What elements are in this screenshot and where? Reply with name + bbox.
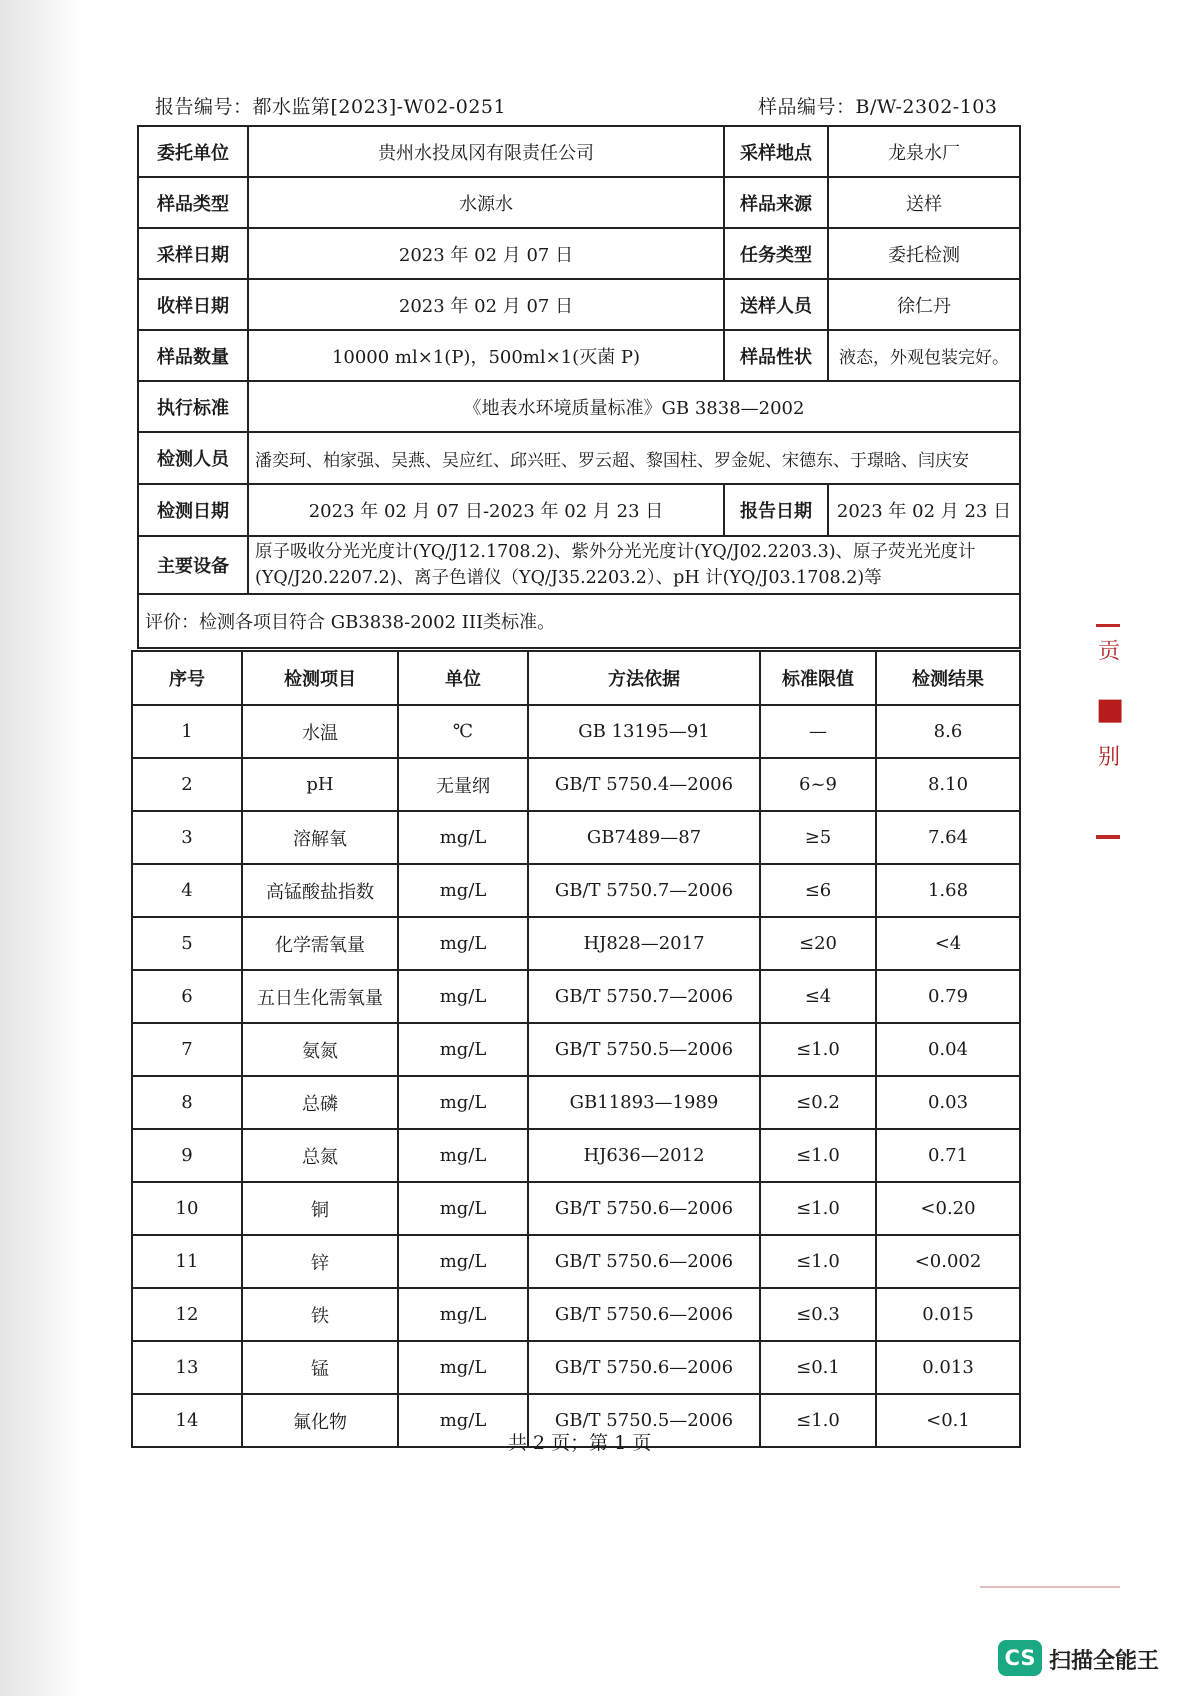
header-unit: 单位	[398, 651, 528, 705]
cell-item: 氨氮	[242, 1023, 398, 1076]
cell-result: 0.79	[876, 970, 1020, 1023]
receipt-date-value: 2023 年 02 月 07 日	[248, 279, 724, 330]
cell-item: 溶解氧	[242, 811, 398, 864]
quantity-label: 样品数量	[138, 330, 248, 381]
standard-value: 《地表水环境质量标准》GB 3838—2002	[248, 381, 1020, 432]
cell-seq: 2	[132, 758, 242, 811]
cell-limit: ≤0.1	[760, 1341, 876, 1394]
cell-method: GB/T 5750.7—2006	[528, 864, 760, 917]
cell-limit: —	[760, 705, 876, 758]
cell-result: <0.20	[876, 1182, 1020, 1235]
table-row	[132, 1182, 1020, 1235]
sampling-date-label: 采样日期	[138, 228, 248, 279]
cell-limit: ≤1.0	[760, 1023, 876, 1076]
cell-limit: ≤20	[760, 917, 876, 970]
report-date-value: 2023 年 02 月 23 日	[828, 484, 1020, 536]
cell-unit: mg/L	[398, 1076, 528, 1129]
cell-unit: mg/L	[398, 1341, 528, 1394]
camscanner-name: 扫描全能王	[1049, 1649, 1160, 1674]
table-row	[132, 1023, 1020, 1076]
results-table	[131, 650, 1021, 1448]
sampling-date-value: 2023 年 02 月 07 日	[248, 228, 724, 279]
header-item: 检测项目	[242, 651, 398, 705]
cell-result: 0.013	[876, 1341, 1020, 1394]
receipt-date-label: 收样日期	[138, 279, 248, 330]
cell-item: 氟化物	[242, 1394, 398, 1447]
site-value: 龙泉水厂	[828, 126, 1020, 177]
cell-seq: 9	[132, 1129, 242, 1182]
cell-method: GB/T 5750.5—2006	[528, 1394, 760, 1447]
cell-unit: mg/L	[398, 917, 528, 970]
table-row	[132, 811, 1020, 864]
test-date-value: 2023 年 02 月 07 日-2023 年 02 月 23 日	[248, 484, 724, 536]
cell-method: GB/T 5750.6—2006	[528, 1182, 760, 1235]
table-row	[132, 970, 1020, 1023]
cell-method: GB 13195—91	[528, 705, 760, 758]
cell-limit: ≤1.0	[760, 1129, 876, 1182]
cell-seq: 11	[132, 1235, 242, 1288]
cell-result: 8.6	[876, 705, 1020, 758]
cell-result: <0.1	[876, 1394, 1020, 1447]
cell-unit: mg/L	[398, 1023, 528, 1076]
red-stamp: 贡 ■ 别	[1096, 628, 1122, 838]
sample-number: 样品编号：B/W-2302-103	[758, 96, 998, 118]
page-indicator: 共 2 页；第 1 页	[508, 1432, 652, 1454]
cell-unit: mg/L	[398, 1129, 528, 1182]
quantity-value: 10000 ml×1(P)，500ml×1(灭菌 P)	[248, 330, 724, 381]
cell-seq: 12	[132, 1288, 242, 1341]
scan-shadow	[0, 0, 80, 1696]
cell-method: GB/T 5750.6—2006	[528, 1341, 760, 1394]
cell-item: 铜	[242, 1182, 398, 1235]
standard-label: 执行标准	[138, 381, 248, 432]
cell-unit: 无量纲	[398, 758, 528, 811]
test-date-label: 检测日期	[138, 484, 248, 536]
type-label: 样品类型	[138, 177, 248, 228]
cell-unit: ℃	[398, 705, 528, 758]
cell-item: 总氮	[242, 1129, 398, 1182]
cell-item: 五日生化需氧量	[242, 970, 398, 1023]
cell-method: GB/T 5750.4—2006	[528, 758, 760, 811]
cell-seq: 14	[132, 1394, 242, 1447]
cell-limit: ≤1.0	[760, 1394, 876, 1447]
table-row	[132, 1129, 1020, 1182]
stamp-bar	[1096, 835, 1120, 839]
cell-result: 1.68	[876, 864, 1020, 917]
header-method: 方法依据	[528, 651, 760, 705]
condition-value: 液态，外观包装完好。	[828, 330, 1020, 381]
cell-seq: 7	[132, 1023, 242, 1076]
cell-seq: 1	[132, 705, 242, 758]
condition-label: 样品性状	[724, 330, 828, 381]
cell-limit: ≤0.3	[760, 1288, 876, 1341]
evaluation: 评价：检测各项目符合 GB3838-2002 III类标准。	[138, 594, 1020, 648]
cell-result: 0.71	[876, 1129, 1020, 1182]
cell-limit: ≤4	[760, 970, 876, 1023]
site-label: 采样地点	[724, 126, 828, 177]
cell-unit: mg/L	[398, 970, 528, 1023]
cell-result: <4	[876, 917, 1020, 970]
cell-item: pH	[242, 758, 398, 811]
cell-item: 铁	[242, 1288, 398, 1341]
cell-limit: ≤0.2	[760, 1076, 876, 1129]
cell-result: 0.015	[876, 1288, 1020, 1341]
table-row	[132, 758, 1020, 811]
cell-unit: mg/L	[398, 1235, 528, 1288]
cell-result: <0.002	[876, 1235, 1020, 1288]
source-value: 送样	[828, 177, 1020, 228]
task-label: 任务类型	[724, 228, 828, 279]
cell-limit: ≤6	[760, 864, 876, 917]
cell-method: GB/T 5750.6—2006	[528, 1288, 760, 1341]
cell-limit: ≤1.0	[760, 1235, 876, 1288]
cell-unit: mg/L	[398, 811, 528, 864]
cell-seq: 8	[132, 1076, 242, 1129]
cell-method: GB7489—87	[528, 811, 760, 864]
cell-seq: 4	[132, 864, 242, 917]
report-date-label: 报告日期	[724, 484, 828, 536]
cell-seq: 6	[132, 970, 242, 1023]
cell-item: 锰	[242, 1341, 398, 1394]
cell-result: 8.10	[876, 758, 1020, 811]
cell-limit: ≥5	[760, 811, 876, 864]
cell-method: GB/T 5750.7—2006	[528, 970, 760, 1023]
cell-unit: mg/L	[398, 1288, 528, 1341]
cell-limit: ≤1.0	[760, 1182, 876, 1235]
header-seq: 序号	[132, 651, 242, 705]
header-result: 检测结果	[876, 651, 1020, 705]
table-row	[132, 1341, 1020, 1394]
sample-info-table	[137, 125, 1021, 649]
cell-method: GB11893—1989	[528, 1076, 760, 1129]
cell-seq: 5	[132, 917, 242, 970]
cell-method: GB/T 5750.5—2006	[528, 1023, 760, 1076]
cell-method: HJ636—2012	[528, 1129, 760, 1182]
inspectors-value: 潘奕珂、柏家强、吴燕、吴应红、邱兴旺、罗云超、黎国柱、罗金妮、宋德东、于璟晗、闫庆安	[248, 432, 1020, 484]
equipment-label: 主要设备	[138, 536, 248, 594]
equipment-value: 原子吸收分光光度计(YQ/J12.1708.2)、紫外分光光度计(YQ/J02.2203.3)、原子荧光光度计(YQ/J20.2207.2)、离子色谱仪（YQ/J35.2203.2）、pH 计(YQ/J03.1708.2)等	[248, 536, 1020, 594]
cell-item: 总磷	[242, 1076, 398, 1129]
table-row	[132, 1235, 1020, 1288]
sender-value: 徐仁丹	[828, 279, 1020, 330]
inspectors-label: 检测人员	[138, 432, 248, 484]
results-header-row	[132, 651, 1020, 705]
table-row	[132, 705, 1020, 758]
sender-label: 送样人员	[724, 279, 828, 330]
table-row	[132, 917, 1020, 970]
cell-result: 0.04	[876, 1023, 1020, 1076]
cell-result: 7.64	[876, 811, 1020, 864]
client-label: 委托单位	[138, 126, 248, 177]
cell-item: 锌	[242, 1235, 398, 1288]
report-number: 报告编号：都水监第[2023]-W02-0251	[155, 96, 507, 118]
cell-seq: 3	[132, 811, 242, 864]
scan-line	[980, 1586, 1120, 1588]
cell-seq: 13	[132, 1341, 242, 1394]
table-row	[132, 1288, 1020, 1341]
cell-unit: mg/L	[398, 1182, 528, 1235]
cell-result: 0.03	[876, 1076, 1020, 1129]
source-label: 样品来源	[724, 177, 828, 228]
cell-item: 化学需氧量	[242, 917, 398, 970]
cell-unit: mg/L	[398, 1394, 528, 1447]
cell-limit: 6~9	[760, 758, 876, 811]
cell-seq: 10	[132, 1182, 242, 1235]
table-row	[132, 1076, 1020, 1129]
cell-method: HJ828—2017	[528, 917, 760, 970]
cell-item: 高锰酸盐指数	[242, 864, 398, 917]
header-limit: 标准限值	[760, 651, 876, 705]
cell-method: GB/T 5750.6—2006	[528, 1235, 760, 1288]
type-value: 水源水	[248, 177, 724, 228]
cell-item: 水温	[242, 705, 398, 758]
client-value: 贵州水投凤冈有限责任公司	[248, 126, 724, 177]
table-row	[132, 864, 1020, 917]
cell-unit: mg/L	[398, 864, 528, 917]
task-value: 委托检测	[828, 228, 1020, 279]
camscanner-logo: CS	[998, 1640, 1042, 1676]
